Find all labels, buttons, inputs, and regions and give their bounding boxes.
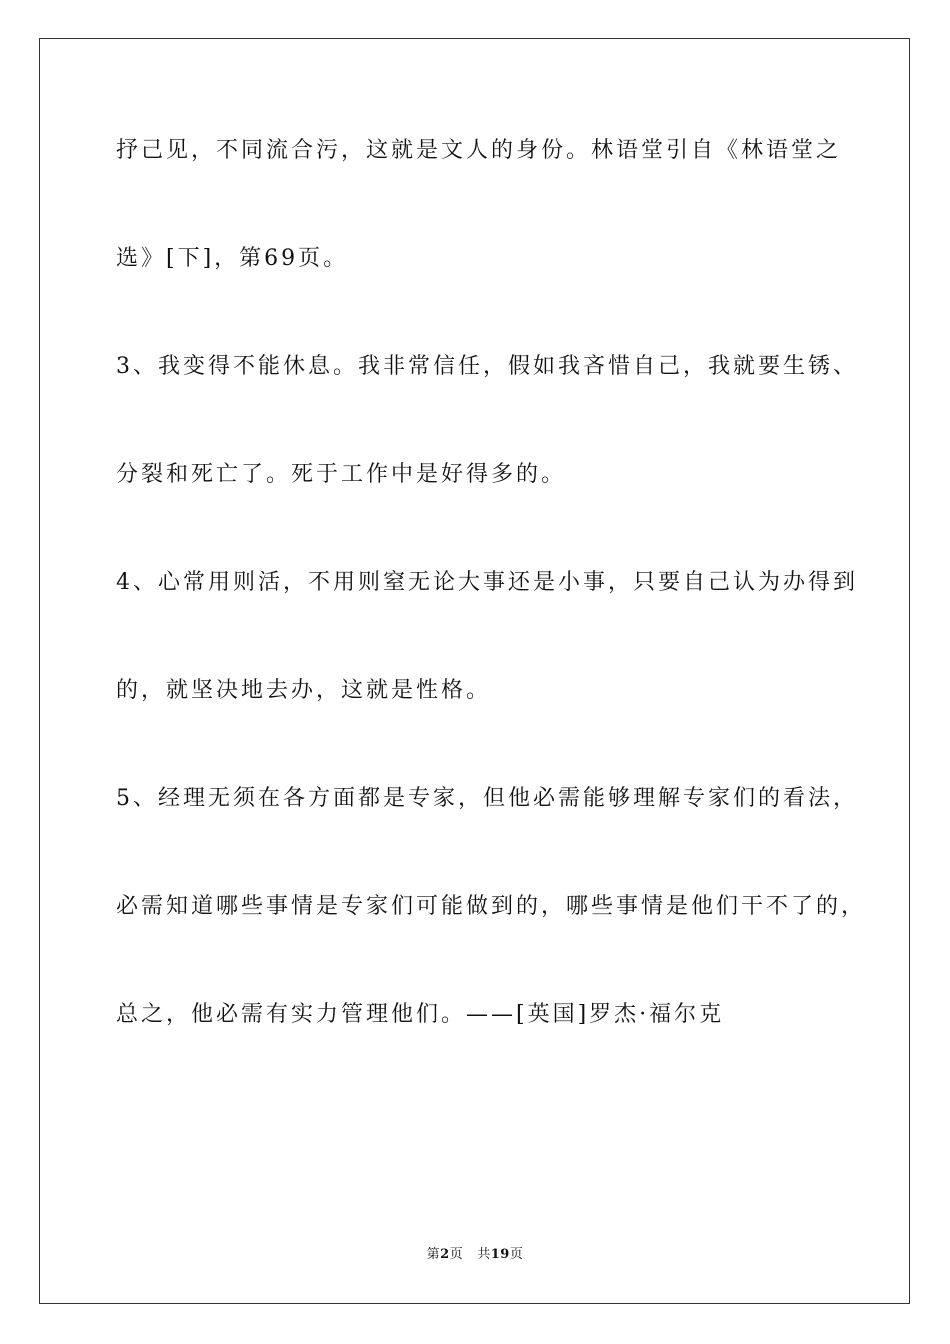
body-text-line: 分裂和死亡了。死于工作中是好得多的。	[116, 462, 567, 487]
body-text-line: 3、我变得不能休息。我非常信任，假如我吝惜自己，我就要生锈、	[116, 354, 858, 379]
total-prefix: 共	[477, 1247, 491, 1262]
body-text-line: 的，就坚决地去办，这就是性格。	[116, 678, 492, 703]
body-text-line: 总之，他必需有实力管理他们。——[英国]罗杰·福尔克	[116, 1002, 725, 1027]
page-suffix: 页	[449, 1247, 464, 1262]
body-text-line: 5、经理无须在各方面都是专家，但他必需能够理解专家们的看法，	[116, 786, 858, 811]
body-text-line: 抒己见，不同流合污，这就是文人的身份。林语堂引自《林语堂之	[116, 138, 842, 163]
total-suffix: 页	[509, 1247, 524, 1262]
total-page-number: 19	[490, 1247, 510, 1262]
body-text-line: 必需知道哪些事情是专家们可能做到的，哪些事情是他们干不了的，	[116, 894, 867, 919]
page-border	[39, 38, 910, 1304]
page-footer	[0, 1246, 950, 1264]
current-page-number: 2	[440, 1247, 450, 1262]
body-text-line: 4、心常用则活，不用则窒无论大事还是小事，只要自己认为办得到	[116, 570, 858, 595]
page-prefix: 第	[426, 1247, 441, 1262]
body-text-line: 选》[下]，第69页。	[116, 246, 349, 271]
